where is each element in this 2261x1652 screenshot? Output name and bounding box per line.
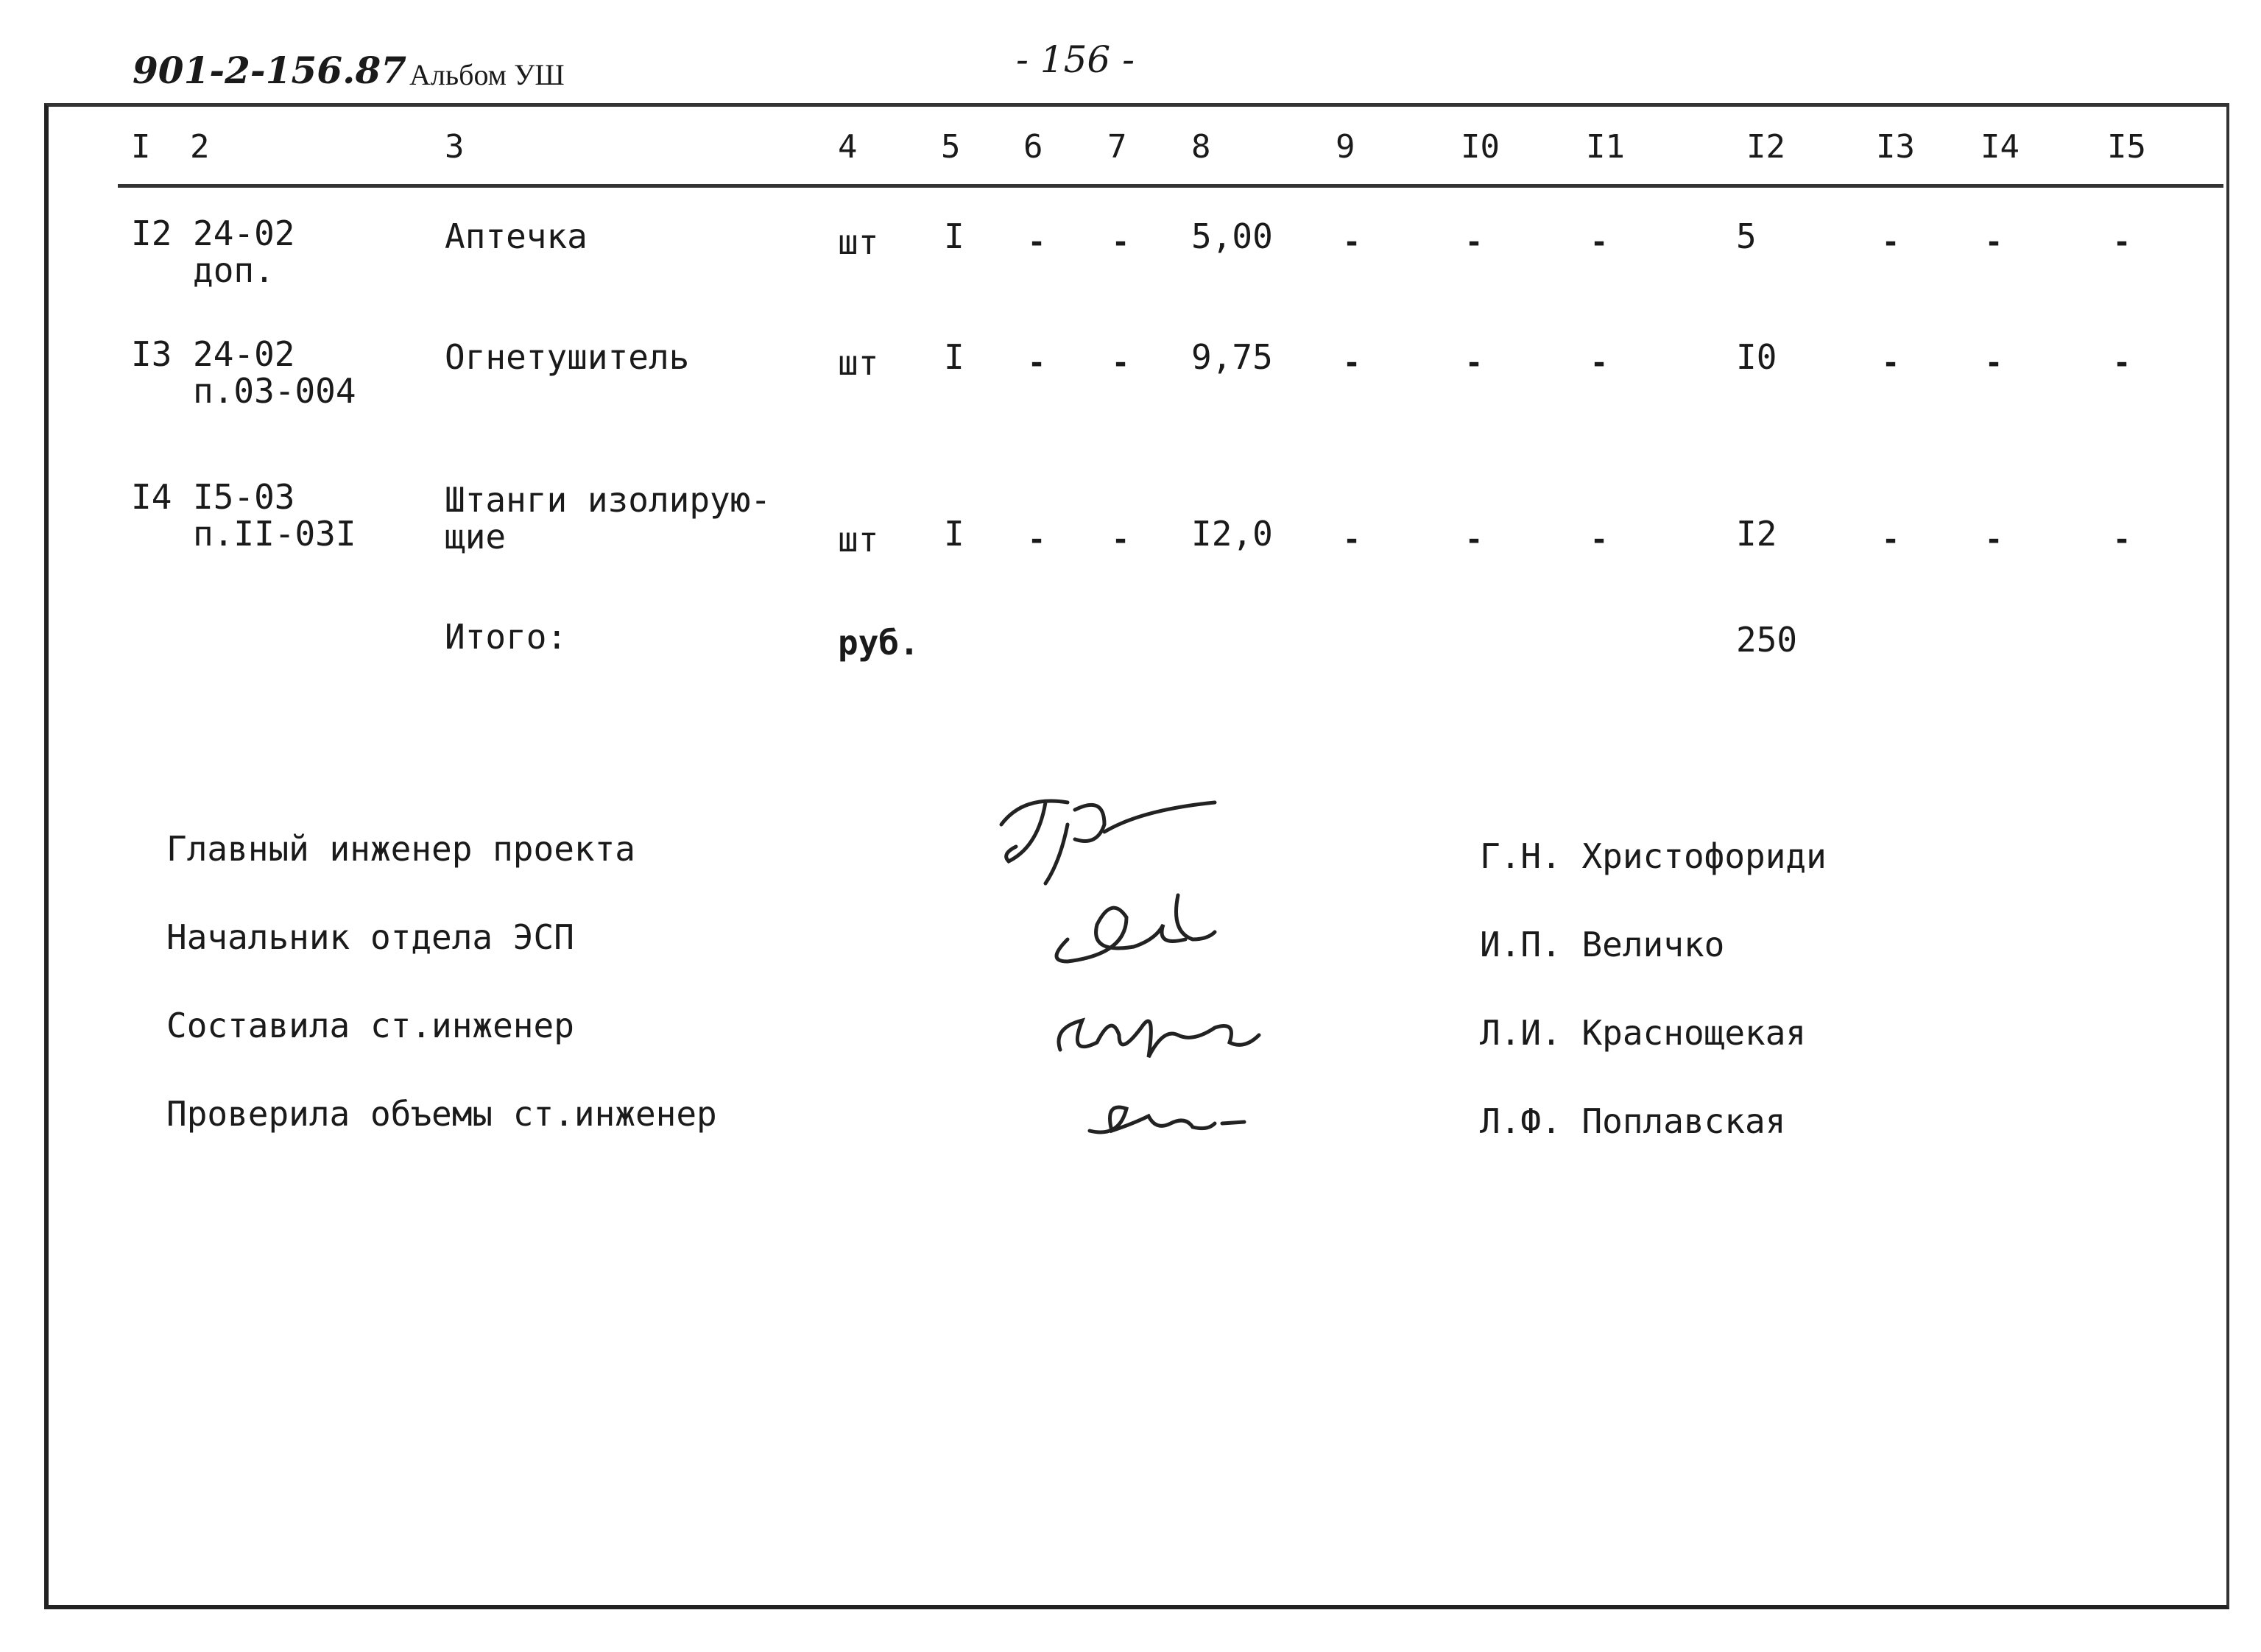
signatory-name: Л.Ф. Поплавская [1480, 1101, 1786, 1141]
row-code: I5-03 [193, 477, 295, 517]
row-code: 24-02 [193, 213, 295, 253]
row-qty: I [944, 514, 964, 554]
row-cell-15: - [2113, 346, 2131, 380]
row-qty: I [944, 216, 964, 256]
row-cell-15: - [2113, 523, 2131, 557]
row-name: Огнетушитель [445, 337, 690, 377]
row-total: 5 [1736, 216, 1757, 256]
row-unit: шт [838, 222, 879, 262]
column-header: I3 [1876, 128, 1915, 166]
column-header: I1 [1586, 128, 1625, 166]
document-code: 901-2-156.87 [133, 49, 407, 92]
row-cell-7: - [1112, 225, 1130, 259]
row-name: Аптечка [445, 216, 588, 256]
row-cell-14: - [1985, 523, 2003, 557]
row-number: I4 [131, 477, 172, 517]
row-cell-6: - [1028, 225, 1046, 259]
row-number: I3 [131, 334, 172, 374]
row-cell-9: - [1343, 346, 1361, 380]
row-unit: шт [838, 343, 879, 383]
row-unit: шт [838, 520, 879, 560]
row-price: I2,0 [1191, 514, 1273, 554]
row-cell-10: - [1465, 523, 1484, 557]
column-header: I2 [1746, 128, 1785, 166]
row-name: Штанги изолирую- [445, 480, 772, 520]
signatory-name: Г.Н. Христофориди [1480, 836, 1827, 876]
row-cell-10: - [1465, 225, 1484, 259]
column-header: 8 [1191, 128, 1211, 166]
row-code-sub: п.03-004 [193, 371, 356, 411]
row-cell-10: - [1465, 346, 1484, 380]
row-cell-14: - [1985, 225, 2003, 259]
signature-mark [994, 780, 1230, 891]
row-cell-13: - [1882, 225, 1900, 259]
album-label: Альбом УШ [409, 58, 565, 91]
row-cell-11: - [1590, 346, 1609, 380]
signature-mark [1075, 1079, 1252, 1153]
summary-total: 250 [1736, 620, 1798, 660]
column-header: 5 [941, 128, 961, 166]
row-cell-6: - [1028, 523, 1046, 557]
page-number: - 156 - [1016, 38, 1135, 81]
column-header: I4 [1980, 128, 2020, 166]
row-cell-6: - [1028, 346, 1046, 380]
column-header: 7 [1107, 128, 1127, 166]
signatory-name: Л.И. Краснощекая [1480, 1013, 1807, 1053]
column-header: I [131, 128, 151, 166]
row-cell-7: - [1112, 346, 1130, 380]
row-cell-7: - [1112, 523, 1130, 557]
row-number: I2 [131, 213, 172, 253]
row-name-continuation: щие [445, 517, 507, 557]
summary-unit: руб. [838, 623, 920, 663]
row-total: I0 [1736, 337, 1777, 377]
row-code: 24-02 [193, 334, 295, 374]
row-qty: I [944, 337, 964, 377]
column-header: I0 [1461, 128, 1500, 166]
row-cell-11: - [1590, 523, 1609, 557]
row-cell-9: - [1343, 225, 1361, 259]
signature-mark [1038, 880, 1230, 969]
row-total: I2 [1736, 514, 1777, 554]
summary-label: Итого: [445, 617, 568, 657]
column-header: 6 [1023, 128, 1043, 166]
column-header: I5 [2107, 128, 2146, 166]
row-code-sub: доп. [193, 250, 275, 290]
signatory-name: И.П. Величко [1480, 925, 1725, 964]
signatory-role: Проверила объемы ст.инженер [166, 1094, 717, 1134]
row-cell-14: - [1985, 346, 2003, 380]
signatory-role: Составила ст.инженер [166, 1006, 574, 1045]
row-cell-9: - [1343, 523, 1361, 557]
row-cell-13: - [1882, 523, 1900, 557]
signature-mark [1045, 991, 1266, 1072]
column-header: 4 [838, 128, 858, 166]
row-code-sub: п.II-03I [193, 514, 356, 554]
header-rule [118, 184, 2223, 188]
row-cell-15: - [2113, 225, 2131, 259]
column-header: 3 [445, 128, 465, 166]
row-price: 9,75 [1191, 337, 1273, 377]
row-cell-11: - [1590, 225, 1609, 259]
column-header: 2 [190, 128, 210, 166]
column-header: 9 [1336, 128, 1355, 166]
row-price: 5,00 [1191, 216, 1273, 256]
signatory-role: Главный инженер проекта [166, 829, 635, 869]
row-cell-13: - [1882, 346, 1900, 380]
signatory-role: Начальник отдела ЭСП [166, 917, 574, 957]
